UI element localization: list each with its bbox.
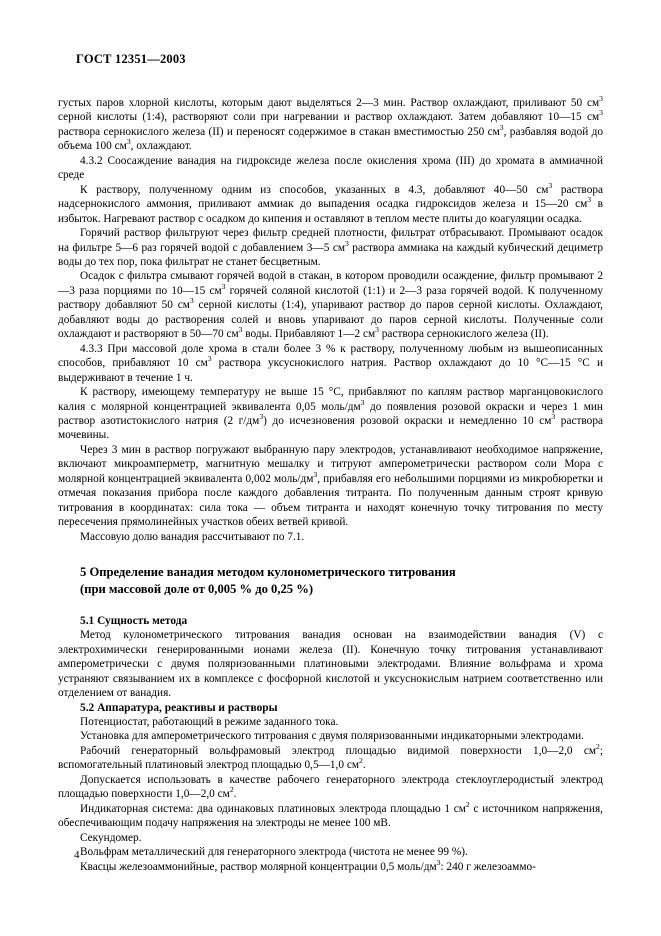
paragraph-amperometric-setup: Установка для амперометрического титрования с двумя поляризованными индикаторными электродами. <box>80 730 584 743</box>
paragraph-metallic-tungsten: Вольфрам металлический для генераторного электрода (чистота не менее 99 %). <box>80 846 468 859</box>
paragraph-clause-4-3-2: 4.3.2 Соосаждение ванадия на гидроксиде железа после окисления хрома (III) до хромата в аммиачной среде <box>58 154 603 182</box>
section-5-title-line-1: 5 Определение ванадия методом кулонометрического титрования <box>80 565 456 580</box>
paragraph-tungsten-electrode: Рабочий генераторный вольфрамовый электрод площадью видимой поверхности 1,0—2,0 $см^2$; вспомогательный платиновый электрод площадью 0,5—1,0 $см^2$. <box>58 742 603 772</box>
section-5-title-line-2: (при массовой доле от 0,005 % до 0,25 %) <box>80 582 314 597</box>
subsection-5-1-heading: 5.1 Сущность метода <box>80 614 188 627</box>
paragraph-precipitate-washing: Осадок с фильтра смывают горячей водой в стакан, в котором проводили осаждение, фильтр промывают 2—3 раза порциями по 10—15 $см^3$ горячей соляной кислотой (1:1) и 2—3 раза горячей водой. К полученному раствору добавляют 50 $см^3$ серной кислоты (1:4), упаривают раствор до паров серной кислоты. Охлаждают, добавляют воды до растворения солей и вновь упаривают до паров серной кислоты. Полученные соли охлаждают и растворяют в 50—70 $см^3$ воды. Прибавляют 1—2 $см^3$ раствора сернокислого железа (II). <box>58 270 603 341</box>
paragraph-glassy-carbon-electrode: Допускается использовать в качестве рабочего генераторного электрода стеклоуглеродистый электрод площадью поверхности 1,0—2,0 $см^2$. <box>58 773 603 801</box>
paragraph-electrode-titration: Через 3 мин в раствор погружают выбранную пару электродов, устанавливают необходимое напряжение, включают микроамперметр, магнитную мешалку и титруют амперометрически раствором соли Мора с молярной концентрацией эквивалента 0,002 моль/$дм^3$, прибавляя его небольшими порциями из микробюретки и отмечая показания прибора после каждого добавления титранта. По полученным данным строят кривую титрования в координатах: сила тока — объем титранта и находят конечную точку титрования по месту пересечения прямолинейных участков обеих ветвей кривой. <box>58 443 603 529</box>
paragraph-potentiostat: Потенциостат, работающий в режиме заданного тока. <box>80 716 339 729</box>
page-content-body <box>58 96 603 874</box>
paragraph-clause-4-3-3: 4.3.3 При массовой доле хрома в стали более 3 % к раствору, полученному любым из вышеописанных способов, прибавляют 10 $см^3$ раствора уксуснокислого натрия. Раствор охлаждают до 10 °С—15 °С и выдерживают в течение 1 ч. <box>58 342 603 384</box>
paragraph-ferric-ammonium-alum: Квасцы железоаммонийные, раствор молярной концентрации 0,5 моль/$дм^3$: 240 г железоаммо- <box>80 857 536 873</box>
page-number-footer: 4 <box>74 849 80 861</box>
paragraph-mass-fraction-calc: Массовую долю ванадия рассчитывают по 7.1. <box>80 530 305 543</box>
paragraph-perchloric-acid-fumes: густых паров хлорной кислоты, которым дают выделяться 2—3 мин. Раствор охлаждают, приливают 50 $см^3$ серной кислоты (1:4), растворяют соли при нагревании и раствор охлаждают. Затем добавляют 10—15 $см^3$ раствора сернокислого железа (II) и переносят содержимое в стакан вместимостью 250 $см^3$, разбавляя водой до объема 100 $см^3$, охлаждают. <box>58 94 603 153</box>
paragraph-hot-filtration: Горячий раствор фильтруют через фильтр средней плотности, фильтрат отбрасывают. Промывают осадок на фильтре 5—6 раз горячей водой с добавлением 3—5 $см^3$ раствора аммиака на каждый кубический дециметр воды до тех пор, пока фильтрат не станет бесцветным. <box>58 227 603 268</box>
subsection-5-2-heading: 5.2 Аппаратура, реактивы и растворы <box>80 701 278 714</box>
paragraph-potassium-permanganate: К раствору, имеющему температуру не выше 15 °С, прибавляют по каплям раствор марганцовокислого калия с молярной концентрацией эквивалента 0,05 моль/$дм^3$ до появления розовой окраски и через 1 мин раствор азотистокислого натрия (2 $г/дм^3$) до исчезновения розовой окраски и немедленно 10 $см^3$ раствора мочевины. <box>58 386 603 442</box>
paragraph-stopwatch: Секундомер. <box>80 831 142 844</box>
paragraph-indicator-system: Индикаторная система: два одинаковых платиновых электрода площадью 1 $см^2$ с источником напряжения, обеспечивающим подачу напряжения на электроды не менее 100 мВ. <box>58 799 603 830</box>
paragraph-method-essence: Метод кулонометрического титрования ванадия основан на взаимодействии ванадия (V) с электрохимически генерированными ионами железа (II). Конечную точку титрования устанавливают амперометрически с двумя поляризованными платиновыми электродами. Влияние вольфрама и хрома устраняют связыванием их в комплексе с фосфорной кислотой и уксуснокислым натрием соответственно или отделением от ванадия. <box>58 629 603 700</box>
page-header-standard-number: ГОСТ 12351—2003 <box>76 52 186 66</box>
section-5-title-block <box>58 564 603 599</box>
paragraph-ammonium-persulfate: К раствору, полученному одним из способов, указанных в 4.3, добавляют 40—50 $см^3$ раствора надсернокислого аммония, приливают аммиак до выпадения осадка гидроксидов железа и 15—20 $см^3$ в избыток. Нагревают раствор с осадком до кипения и оставляют в теплом месте плиты до коагуляции осадка. <box>58 180 604 225</box>
